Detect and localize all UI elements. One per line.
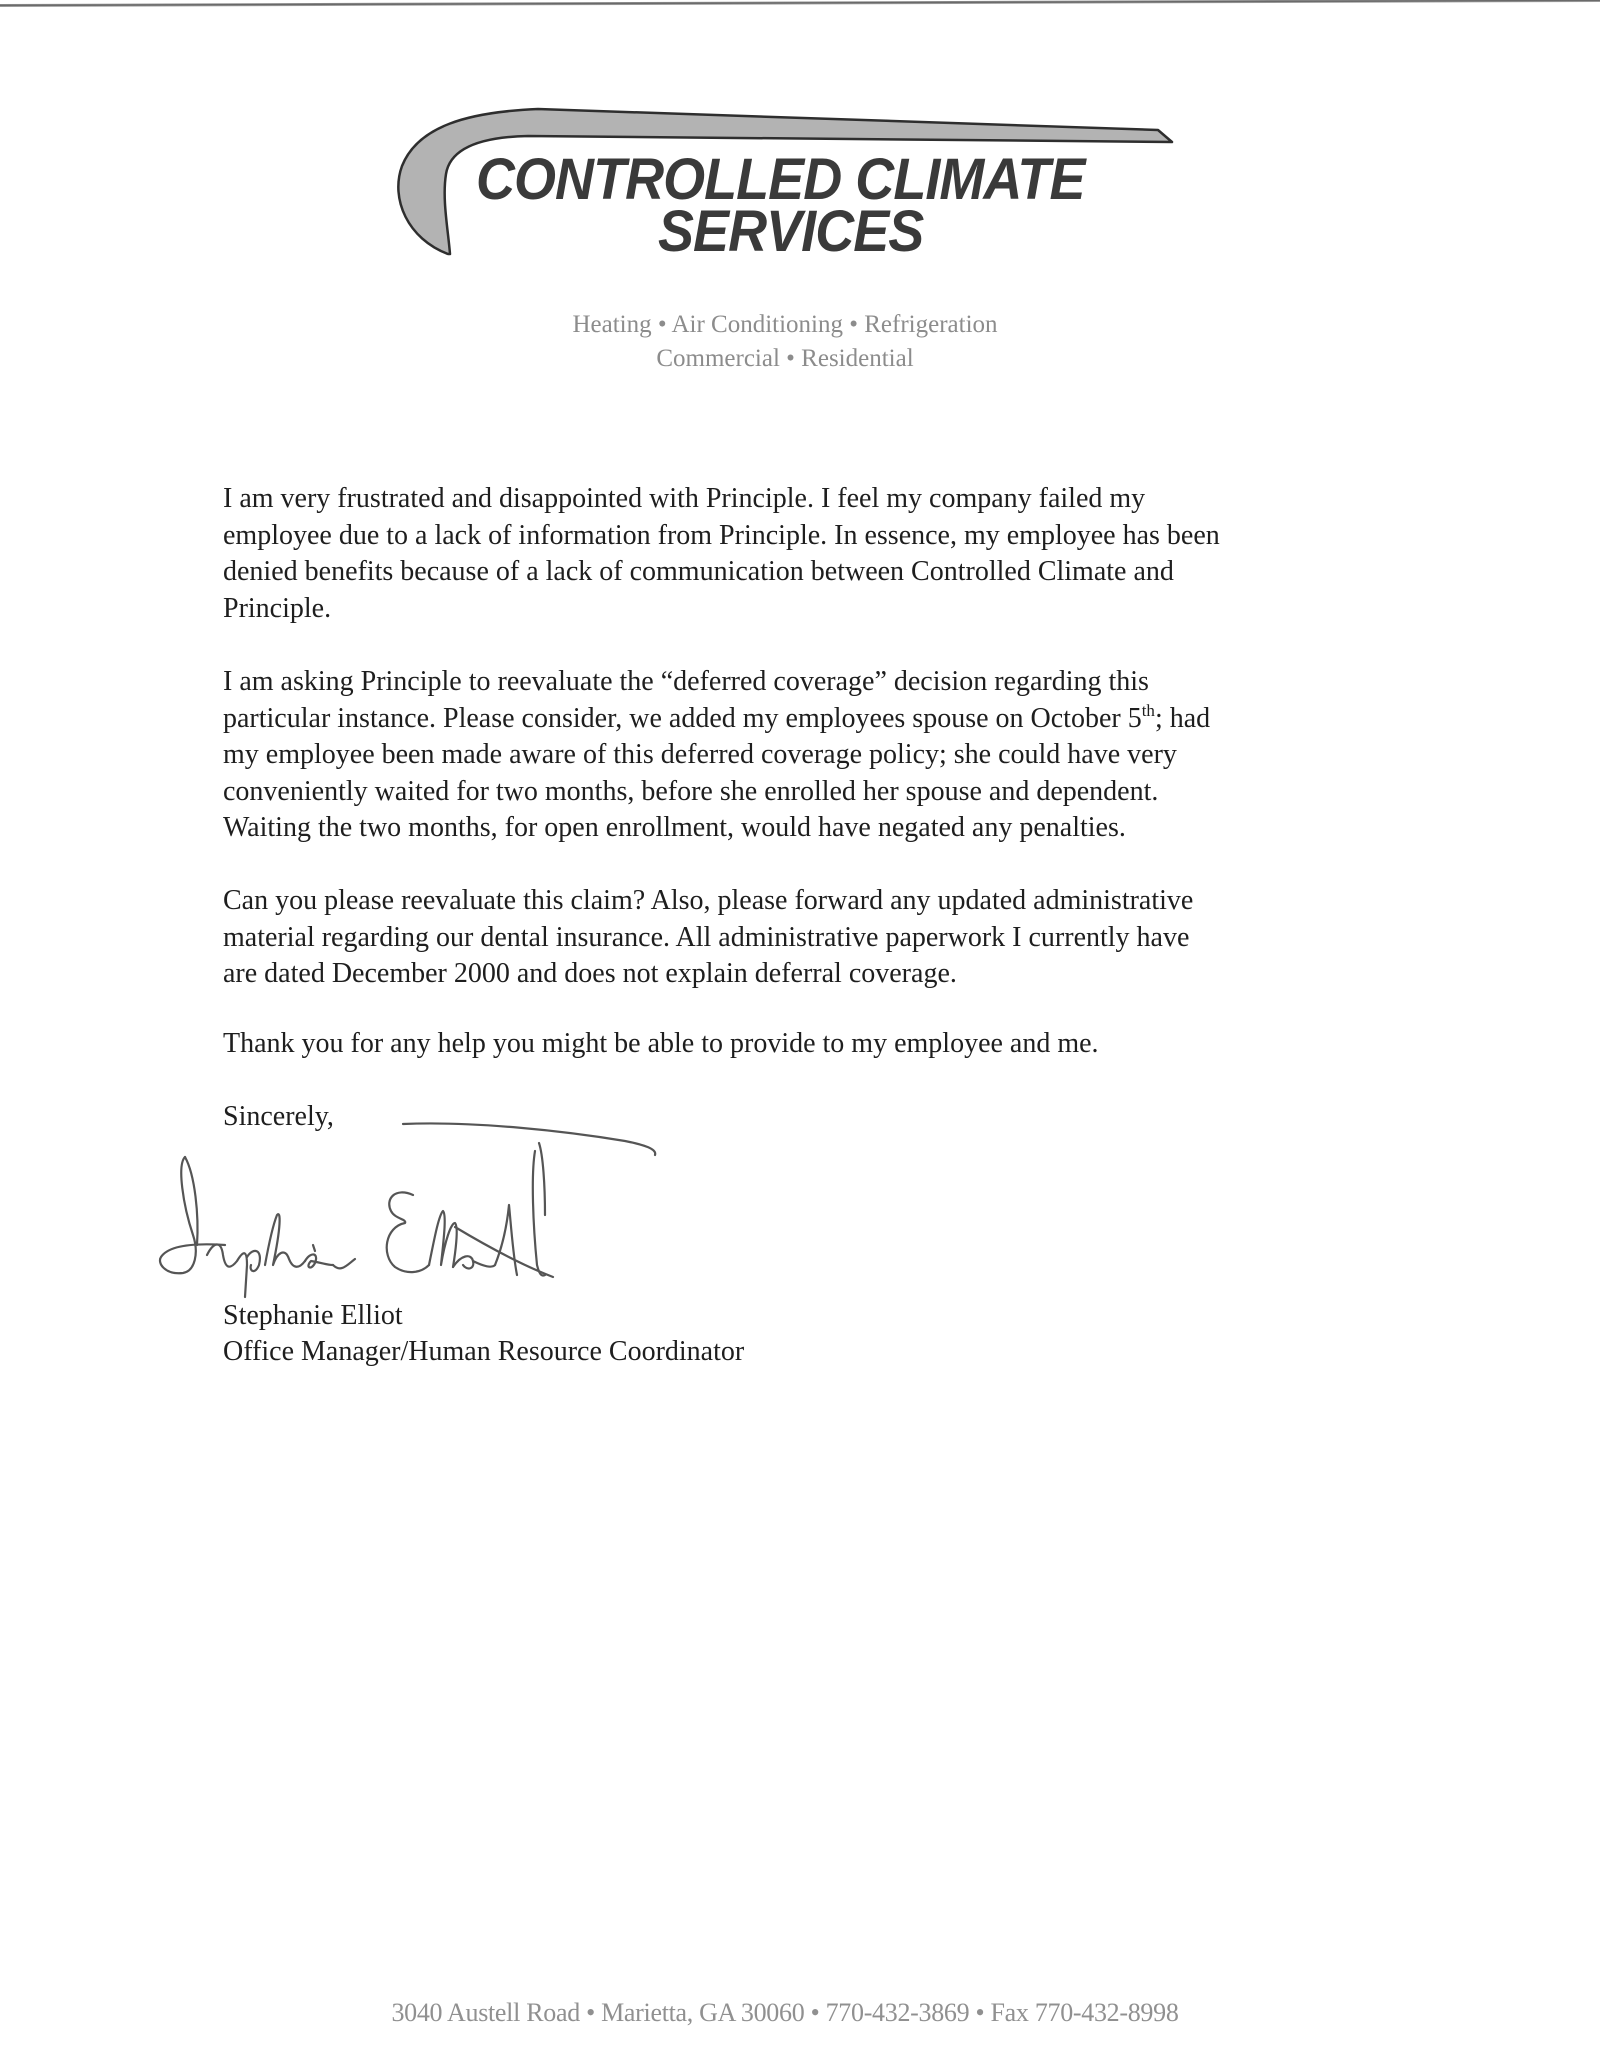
signature-icon xyxy=(155,1115,715,1305)
company-logo xyxy=(388,104,1188,284)
paragraph-3-line: Can you please reevaluate this claim? Also, please forward any updated administrative xyxy=(223,885,1194,916)
logo-text-line-2: SERVICES xyxy=(658,199,924,264)
paragraph-1-line: Principle. xyxy=(223,592,332,624)
paragraph-1-line: I am very frustrated and disappointed with Principle. I feel my company failed my xyxy=(223,483,1146,514)
tagline-markets: Commercial • Residential xyxy=(656,345,914,372)
paragraph-3 xyxy=(223,883,1383,993)
logo-text-line-1: CONTROLLED CLIMATE xyxy=(476,147,1085,212)
thank-you-line: Thank you for any help you might be able to provide to my employee and me. xyxy=(223,1028,1099,1059)
paragraph-1-line: denied benefits because of a lack of communication between Controlled Climate and xyxy=(223,556,1174,587)
footer-address-text: 3040 Austell Road • Marietta, GA 30060 • 770-432-3869 • Fax 770-432-8998 xyxy=(391,1998,1179,2027)
signer-title xyxy=(223,1334,1383,1371)
paragraph-1 xyxy=(223,481,1383,627)
paragraph-2-line: I am asking Principle to reevaluate the “deferred coverage” decision regarding this xyxy=(223,666,1149,697)
tagline-services: Heating • Air Conditioning • Refrigeration xyxy=(572,311,998,338)
ordinal-suffix: th xyxy=(1141,700,1155,720)
paragraph-2-line xyxy=(223,701,1383,738)
handwritten-signature xyxy=(155,1115,715,1305)
paragraph-2-line-2-end: ; had xyxy=(1154,702,1211,734)
paragraph-2-line: Waiting the two months, for open enrollment, would have negated any penalties. xyxy=(223,812,1126,843)
paragraph-2-line: conveniently waited for two months, before she enrolled her spouse and dependent. xyxy=(223,775,1159,807)
signer-name-text: Stephanie Elliot xyxy=(223,1300,403,1331)
paragraph-3-line: material regarding our dental insurance. All administrative paperwork I currently have xyxy=(223,921,1190,953)
scan-edge-line xyxy=(0,0,1600,7)
paragraph-2-line-2-text: particular instance. Please consider, we added my employees spouse on October 5 xyxy=(223,702,1142,734)
paragraph-2-line: my employee been made aware of this deferred coverage policy; she could have very xyxy=(223,739,1177,770)
paragraph-3-line: are dated December 2000 and does not explain deferral coverage. xyxy=(223,958,957,989)
paragraph-4 xyxy=(223,1026,1383,1063)
paragraph-1-line: employee due to a lack of information from Principle. In essence, my employee has been xyxy=(223,519,1220,551)
signer-name xyxy=(223,1298,1383,1335)
footer-address xyxy=(0,1996,1600,2030)
closing-text: Sincerely, xyxy=(223,1101,334,1132)
paragraph-2 xyxy=(223,664,1383,847)
signer-title-text: Office Manager/Human Resource Coordinator xyxy=(223,1336,745,1367)
